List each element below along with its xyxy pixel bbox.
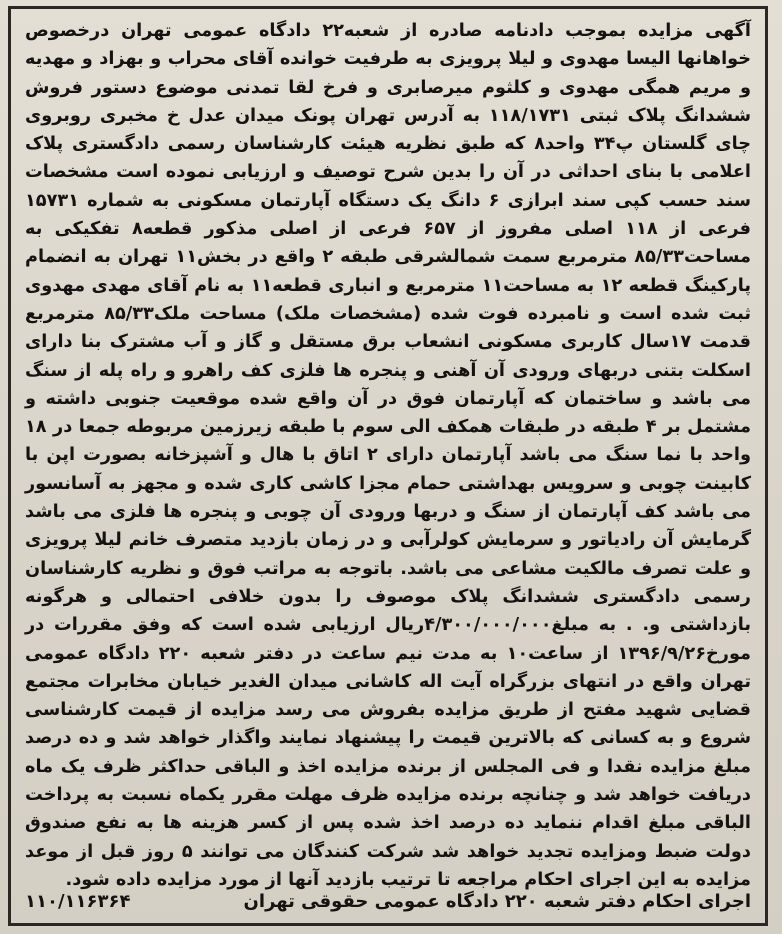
reference-number: ۱۱۰/۱۱۶۳۶۴ xyxy=(25,890,131,912)
notice-body xyxy=(25,17,751,894)
issuer-signature: اجرای احکام دفتر شعبه ۲۲۰ دادگاه عمومی حقوقی تهران xyxy=(243,890,751,912)
notice-frame xyxy=(8,6,768,926)
notice-footer xyxy=(25,881,751,921)
notice-paragraph: آگهی مزایده بموجب دادنامه صادره از شعبه۲۲ دادگاه عمومی تهران درخصوص خواهانها الیسا مهدوی و لیلا پرویزی به طرفیت خوانده آقای محراب و بهزاد و مهدیه و مریم همگی مهدوی و کلثوم میرصابری و فرخ لقا تمدنی موضوع دستور فروش ششدانگ پلاک ثبتی ۱۱۸/۱۷۳۱ به آدرس تهران پونک میدان عدل خ مخبری روبروی چای گلستان پ۳۴ واحد۸ که طبق نظریه هیئت کارشناسان رسمی دادگستری پلاک اعلامی با بنای احداثی در آن را بدین شرح توصیف و ارزیابی نموده است مشخصات سند حسب کپی سند ابرازی ۶ دانگ یک دستگاه آپارتمان مسکونی به شماره ۱۵۷۳۱ فرعی از ۱۱۸ اصلی مفروز از ۶۵۷ فرعی از اصلی مذکور قطعه۸ تفکیکی به مساحت۸۵/۳۳ مترمربع سمت شمالشرقی طبقه ۲ واقع در بخش۱۱ تهران به انضمام پارکینگ قطعه ۱۲ به مساحت۱۱ مترمربع و انباری قطعه۱۱ به نام آقای مهدی مهدوی ثبت شده است و نامبرده فوت شده (مشخصات ملک) مساحت ملک۸۵/۳۳ مترمربع قدمت ۱۷سال کاربری مسکونی انشعاب برق مستقل و گاز و آب مشترک بنا دارای اسکلت بتنی دربهای ورودی آن آهنی و پنجره ها فلزی کف راهرو و راه پله از سنگ می باشد و ساختمان که آپارتمان فوق در آن واقع شده موقعیت جنوبی داشته و مشتمل بر ۴ طبقه در طبقات همکف الی سوم با طبقه زیرزمین مربوطه جمعا در ۱۸ واحد با نما سنگ می باشد آپارتمان دارای ۲ اتاق با هال و آشپزخانه بصورت اپن با کابینت چوبی و سرویس بهداشتی حمام مجزا کاشی کاری شده و مجهز به آسانسور می باشد کف آپارتمان از سنگ و دربها ورودی آن چوبی و پنجره ها فلزی می باشد گرمایش آن رادیاتور و سرمایش کولرآبی و در زمان بازدید متصرف خانم لیلا پرویزی و علت تصرف مالکیت مشاعی می باشد. باتوجه به مراتب فوق و نظریه کارشناسان رسمی دادگستری ششدانگ پلاک موصوف را بدون خلافی احتمالی و هرگونه بازداشتی و. . به مبلغ۴/۳۰۰/۰۰۰/۰۰۰ریال ارزیابی شده است که وفق مقررات در مورخ۱۳۹۶/۹/۲۶ از ساعت۱۰ به مدت نیم ساعت در دفتر شعبه ۲۲۰ دادگاه عمومی تهران واقع در انتهای بزرگراه آیت اله کاشانی میدان الغدیر خیابان مخابرات مجتمع قضایی شهید مفتح از طریق مزایده بفروش می رسد مزایده از قیمت کارشناسی شروع و به کسانی که بالاترین قیمت را پیشنهاد نمایند واگذار خواهد شد و ده درصد مبلغ مزایده نقدا و فی المجلس از برنده مزایده اخذ و الباقی حداکثر ظرف یک ماه دریافت خواهد شد و چنانچه برنده مزایده ظرف مهلت مقرر یکماه نسبت به پرداخت الباقی مبلغ اقدام ننماید ده درصد اخذ شده پس از کسر هزینه ها به نفع صندوق دولت ضبط ومزایده تجدید خواهد شد شرکت کنندگان می توانند ۵ روز قبل از موعد مزایده به این اجرای احکام مراجعه تا ترتیب بازدید آنها از مورد مزایده داده شود. xyxy=(25,21,751,890)
